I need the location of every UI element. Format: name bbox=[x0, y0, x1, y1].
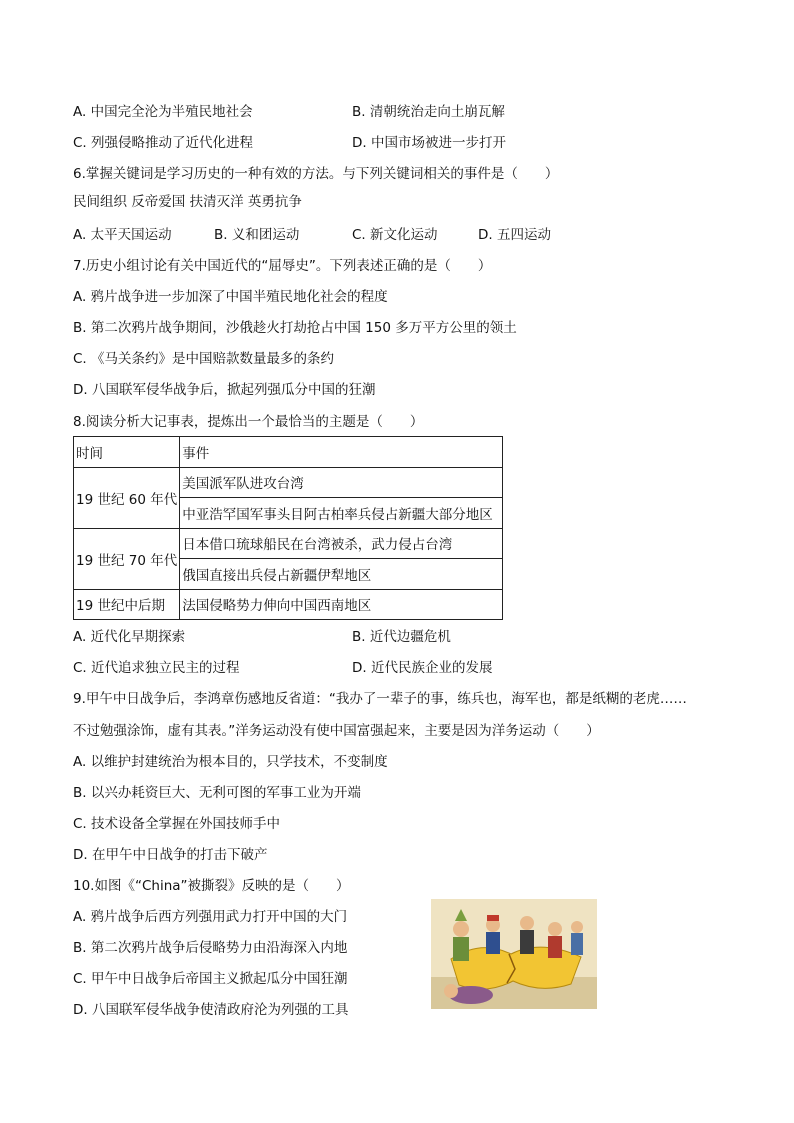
q7-option-c: C. 《马关条约》是中国赔款数量最多的条约 bbox=[73, 351, 335, 367]
table-header-row bbox=[74, 437, 503, 468]
q9-stem-line2: 不过勉强涂饰，虚有其表。”洋务运动没有使中国富强起来，主要是因为洋务运动（ ） bbox=[73, 723, 600, 739]
table-event-cell: 中亚浩罕国军事头目阿古柏率兵侵占新疆大部分地区 bbox=[180, 498, 503, 529]
prev-option-a: A. 中国完全沦为半殖民地社会 bbox=[73, 104, 253, 120]
events-table bbox=[73, 436, 503, 620]
table-header-time: 时间 bbox=[74, 437, 180, 468]
q7-option-d: D. 八国联军侵华战争后，掀起列强瓜分中国的狂潮 bbox=[73, 382, 376, 398]
q6-option-b: B. 义和团运动 bbox=[214, 227, 300, 243]
table-header-event: 事件 bbox=[180, 437, 503, 468]
q10-stem: 10.如图《“China”被撕裂》反映的是（ ） bbox=[73, 878, 350, 894]
q9-option-a: A. 以维护封建统治为根本目的，只学技术，不变制度 bbox=[73, 754, 388, 770]
table-period-cell: 19 世纪中后期 bbox=[74, 589, 180, 620]
q6-stem: 6.掌握关键词是学习历史的一种有效的方法。与下列关键词相关的事件是（ ） bbox=[73, 166, 559, 182]
q7-option-b: B. 第二次鸦片战争期间，沙俄趁火打劫抢占中国 150 多万平方公里的领土 bbox=[73, 320, 517, 336]
table-event-cell: 法国侵略势力伸向中国西南地区 bbox=[180, 589, 503, 620]
q9-option-c: C. 技术设备全掌握在外国技师手中 bbox=[73, 816, 281, 832]
q9-stem-line1: 9.甲午中日战争后，李鸿章伤感地反省道：“我办了一辈子的事，练兵也，海军也，都是纸糊的老虎…… bbox=[73, 691, 687, 707]
q8-option-b: B. 近代边疆危机 bbox=[352, 629, 451, 645]
q10-option-b: B. 第二次鸦片战争后侵略势力由沿海深入内地 bbox=[73, 940, 348, 956]
table-row bbox=[74, 528, 503, 559]
table-row bbox=[74, 467, 503, 498]
table-event-cell: 俄国直接出兵侵占新疆伊犁地区 bbox=[180, 559, 503, 590]
q8-option-c: C. 近代追求独立民主的过程 bbox=[73, 660, 240, 676]
q6-option-c: C. 新文化运动 bbox=[352, 227, 438, 243]
prev-option-b: B. 清朝统治走向土崩瓦解 bbox=[352, 104, 505, 120]
q10-option-a: A. 鸦片战争后西方列强用武力打开中国的大门 bbox=[73, 909, 348, 925]
table-event-cell: 日本借口琉球船民在台湾被杀，武力侵占台湾 bbox=[180, 528, 503, 559]
q7-stem: 7.历史小组讨论有关中国近代的“屈辱史”。下列表述正确的是（ ） bbox=[73, 258, 492, 274]
q10-option-c: C. 甲午中日战争后帝国主义掀起瓜分中国狂潮 bbox=[73, 971, 348, 987]
q8-option-a: A. 近代化早期探索 bbox=[73, 629, 186, 645]
table-row bbox=[74, 589, 503, 620]
q10-option-d: D. 八国联军侵华战争使清政府沦为列强的工具 bbox=[73, 1002, 349, 1018]
q6-option-a: A. 太平天国运动 bbox=[73, 227, 172, 243]
q9-option-d: D. 在甲午中日战争的打击下破产 bbox=[73, 847, 268, 863]
q9-option-b: B. 以兴办耗资巨大、无利可图的军事工业为开端 bbox=[73, 785, 361, 801]
prev-option-c: C. 列强侵略推动了近代化进程 bbox=[73, 135, 254, 151]
prev-option-d: D. 中国市场被进一步打开 bbox=[352, 135, 506, 151]
china-torn-cartoon-image bbox=[431, 899, 597, 1009]
q6-keywords: 民间组织 反帝爱国 扶清灭洋 英勇抗争 bbox=[73, 194, 302, 210]
table-event-cell: 美国派军队进攻台湾 bbox=[180, 467, 503, 498]
table-period-cell: 19 世纪 70 年代 bbox=[74, 528, 180, 589]
q6-option-d: D. 五四运动 bbox=[478, 227, 551, 243]
q8-option-d: D. 近代民族企业的发展 bbox=[352, 660, 493, 676]
q7-option-a: A. 鸦片战争进一步加深了中国半殖民地化社会的程度 bbox=[73, 289, 388, 305]
table-period-cell: 19 世纪 60 年代 bbox=[74, 467, 180, 528]
q8-stem: 8.阅读分析大记事表，提炼出一个最恰当的主题是（ ） bbox=[73, 414, 424, 430]
